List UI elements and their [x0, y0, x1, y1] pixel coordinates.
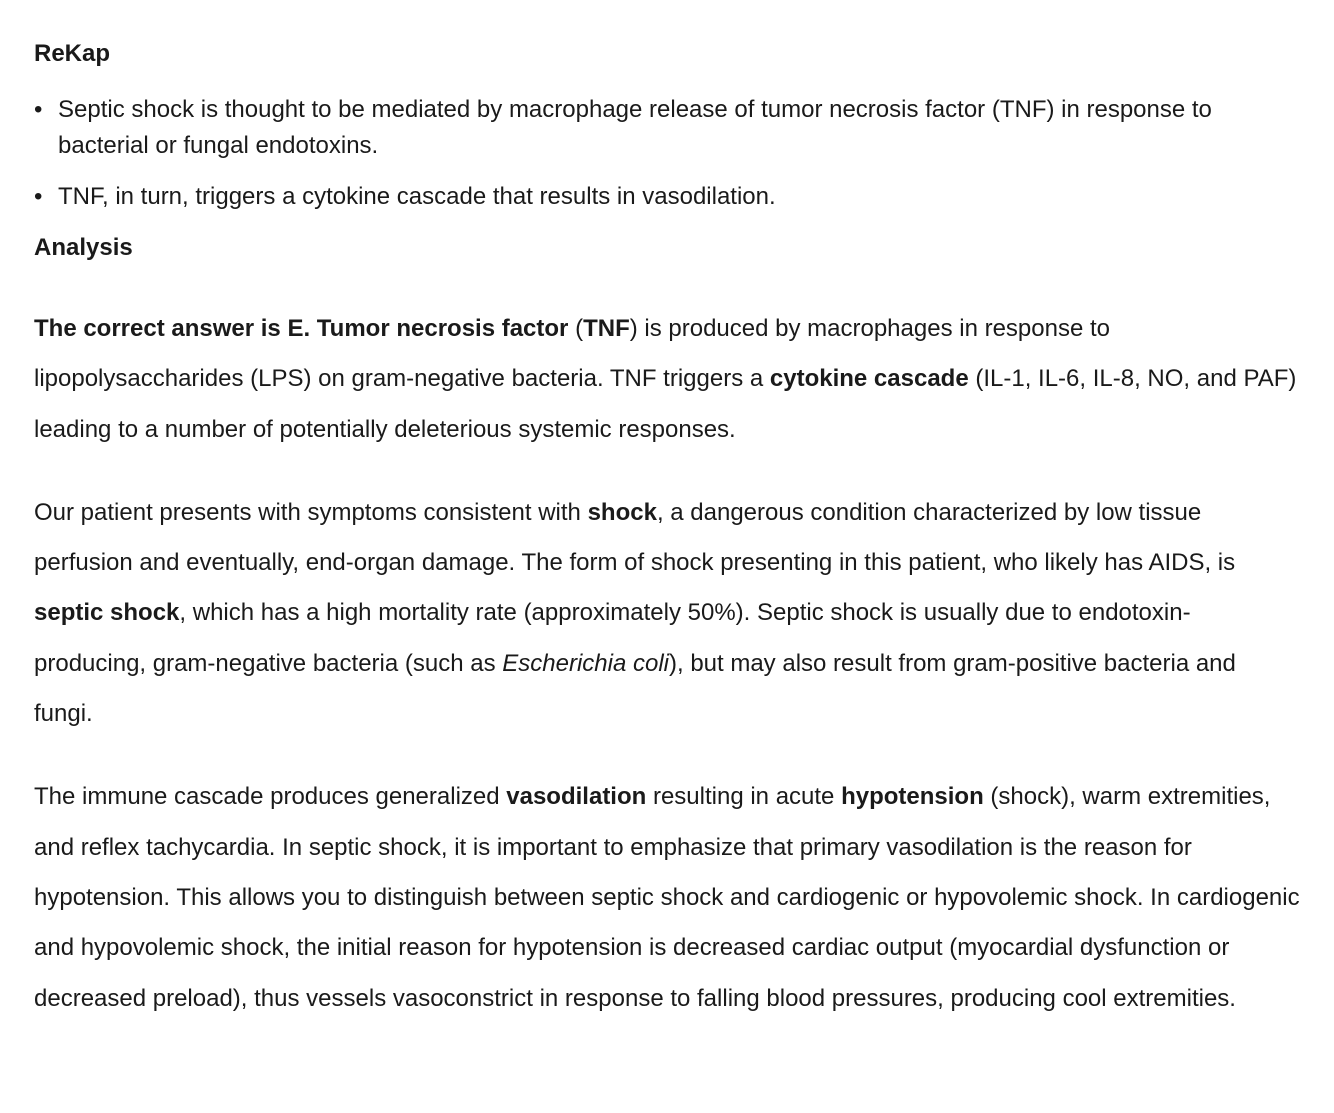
rekap-heading: ReKap — [34, 40, 111, 67]
vasodilation-term: vasodilation — [506, 783, 647, 811]
p1-text-3: (IL-1, IL-6, IL-8, NO, and PAF) leading to a number of potentially deleterious systemic responses. — [34, 365, 1297, 443]
septic-shock-term: septic shock — [34, 599, 180, 627]
bullet-dot-icon: • — [34, 183, 43, 210]
p1-text-1: ( — [568, 315, 584, 342]
analysis-paragraph-vasodilation — [34, 772, 1300, 1023]
p1-text-2: ) is produced by macrophages in response to lipopolysaccharides (LPS) on gram-negative bacteria. TNF triggers a — [34, 315, 1111, 393]
rekap-bullet-item — [34, 179, 1300, 215]
analysis-paragraph-answer — [34, 304, 1300, 455]
shock-term: shock — [587, 498, 657, 526]
correct-answer-statement: The correct answer is E. Tumor necrosis factor — [34, 315, 569, 342]
rekap-bullet-text: TNF, in turn, triggers a cytokine cascade that results in vasodilation. — [58, 183, 776, 210]
p2-text-1: Our patient presents with symptoms consistent with — [34, 498, 588, 526]
rekap-bullet-list — [34, 92, 1300, 215]
bullet-dot-icon: • — [34, 96, 43, 123]
analysis-paragraph-shock — [34, 488, 1300, 739]
p2-text-4: ), but may also result from gram-positive bacteria and fungi. — [34, 649, 1236, 728]
p3-text-2: resulting in acute — [646, 783, 842, 811]
rekap-bullet-item — [34, 92, 1300, 164]
p3-text-1: The immune cascade produces generalized — [34, 783, 507, 811]
rekap-bullet-text: Septic shock is thought to be mediated by macrophage release of tumor necrosis factor (TNF) in response to bacterial or fungal endotoxins. — [58, 96, 1212, 159]
p2-text-2: , a dangerous condition characterized by low tissue perfusion and eventually, end-organ damage. The form of shock presenting in this patient, who likely has AIDS, is — [34, 498, 1236, 577]
e-coli-term: Escherichia coli — [502, 649, 669, 677]
tnf-term: TNF — [583, 315, 630, 342]
analysis-heading: Analysis — [34, 234, 133, 261]
p2-text-3: , which has a high mortality rate (approximately 50%). Septic shock is usually due to endotoxin-producing, gram-negative bacteria (such as — [34, 599, 1191, 677]
p3-text-3: (shock), warm extremities, and reflex tachycardia. In septic shock, it is important to emphasize that primary vasodilation is the reason for hypotension. This allows you to distinguish between septic shock and cardiogenic or hypovolemic shock. In cardiogenic and hypovolemic shock, the initial reason for hypotension is decreased cardiac output (myocardial dysfunction or decreased preload), thus vessels vasoconstrict in response to falling blood pressures, producing cool extremities. — [34, 783, 1300, 1012]
hypotension-term: hypotension — [841, 783, 984, 811]
cytokine-cascade-term: cytokine cascade — [769, 365, 969, 393]
